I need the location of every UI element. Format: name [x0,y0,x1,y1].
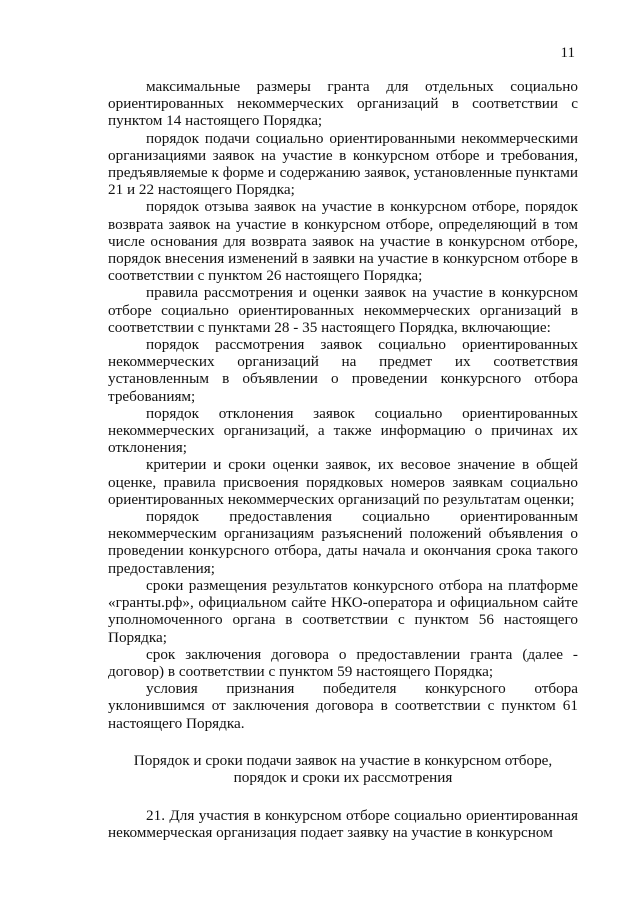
section-heading [108,752,578,787]
section-heading-line-1: Порядок и сроки подачи заявок на участие в конкурсном отборе, [133,751,553,769]
paragraph-evaluation-criteria: критерии и сроки оценки заявок, их весовое значение в общей оценке, правила присвоения порядковых номеров заявкам социально ориентированных некоммерческих организаций по результатам оценки; [108,456,578,508]
section-heading-line-2: порядок и сроки их рассмотрения [233,769,453,787]
paragraph-winner-evasion: условия признания победителя конкурсного отбора уклонившимся от заключения договора в соответствии с пунктом 61 настоящего Порядка. [108,680,578,732]
paragraph-review-rules: правила рассмотрения и оценки заявок на участие в конкурсном отборе социально ориентированных некоммерческих организаций в соответствии с пунктами 28 - 35 настоящего Порядка, включающие: [108,284,578,336]
paragraph-results-publication: сроки размещения результатов конкурсного отбора на платформе «гранты.рф», официальном сайте НКО-оператора и официальном сайте уполномоченного органа в соответствии с пунктом 56 настоящего Порядка; [108,576,578,646]
paragraph-contract-term: срок заключения договора о предоставлении гранта (далее - договор) в соответствии с пунктом 59 настоящего Порядка; [108,645,578,680]
paragraph-review-order: порядок рассмотрения заявок социально ориентированных некоммерческих организаций на предмет их соответствия установленным в объявлении о проведении конкурсного отбора требованиям; [108,336,578,405]
paragraph-application-withdrawal-order: порядок отзыва заявок на участие в конкурсном отборе, порядок возврата заявок на участие в конкурсном отборе, определяющий в том числе основания для возврата заявок на участие в конкурсном отборе, порядок внесения изменений в заявки на участие в конкурсном отборе в соответствии с пунктом 26 настоящего Порядка; [108,198,578,285]
paragraph-clarification-order: порядок предоставления социально ориентированным некоммерческим организациям разъяснений положений объявления о проведении конкурсного отбора, даты начала и окончания срока такого предоставления; [108,508,578,577]
paragraph-item-21: 21. Для участия в конкурсном отборе социально ориентированная некоммерческая организация подает заявку на участие в конкурсном [108,806,578,841]
paragraph-grant-max-sizes: максимальные размеры гранта для отдельных социально ориентированных некоммерческих организаций в соответствии с пунктом 14 настоящего Порядка; [108,78,578,130]
paragraph-rejection-order: порядок отклонения заявок социально ориентированных некоммерческих организаций, а также информацию о причинах их отклонения; [108,404,578,457]
paragraph-application-submission-order: порядок подачи социально ориентированными некоммерческими организациями заявок на участие в конкурсном отборе и требования, предъявляемые к форме и содержанию заявок, установленные пунктами 21 и 22 настоящего Порядка; [108,129,578,199]
document-body [108,78,578,841]
page-number: 11 [560,45,575,61]
